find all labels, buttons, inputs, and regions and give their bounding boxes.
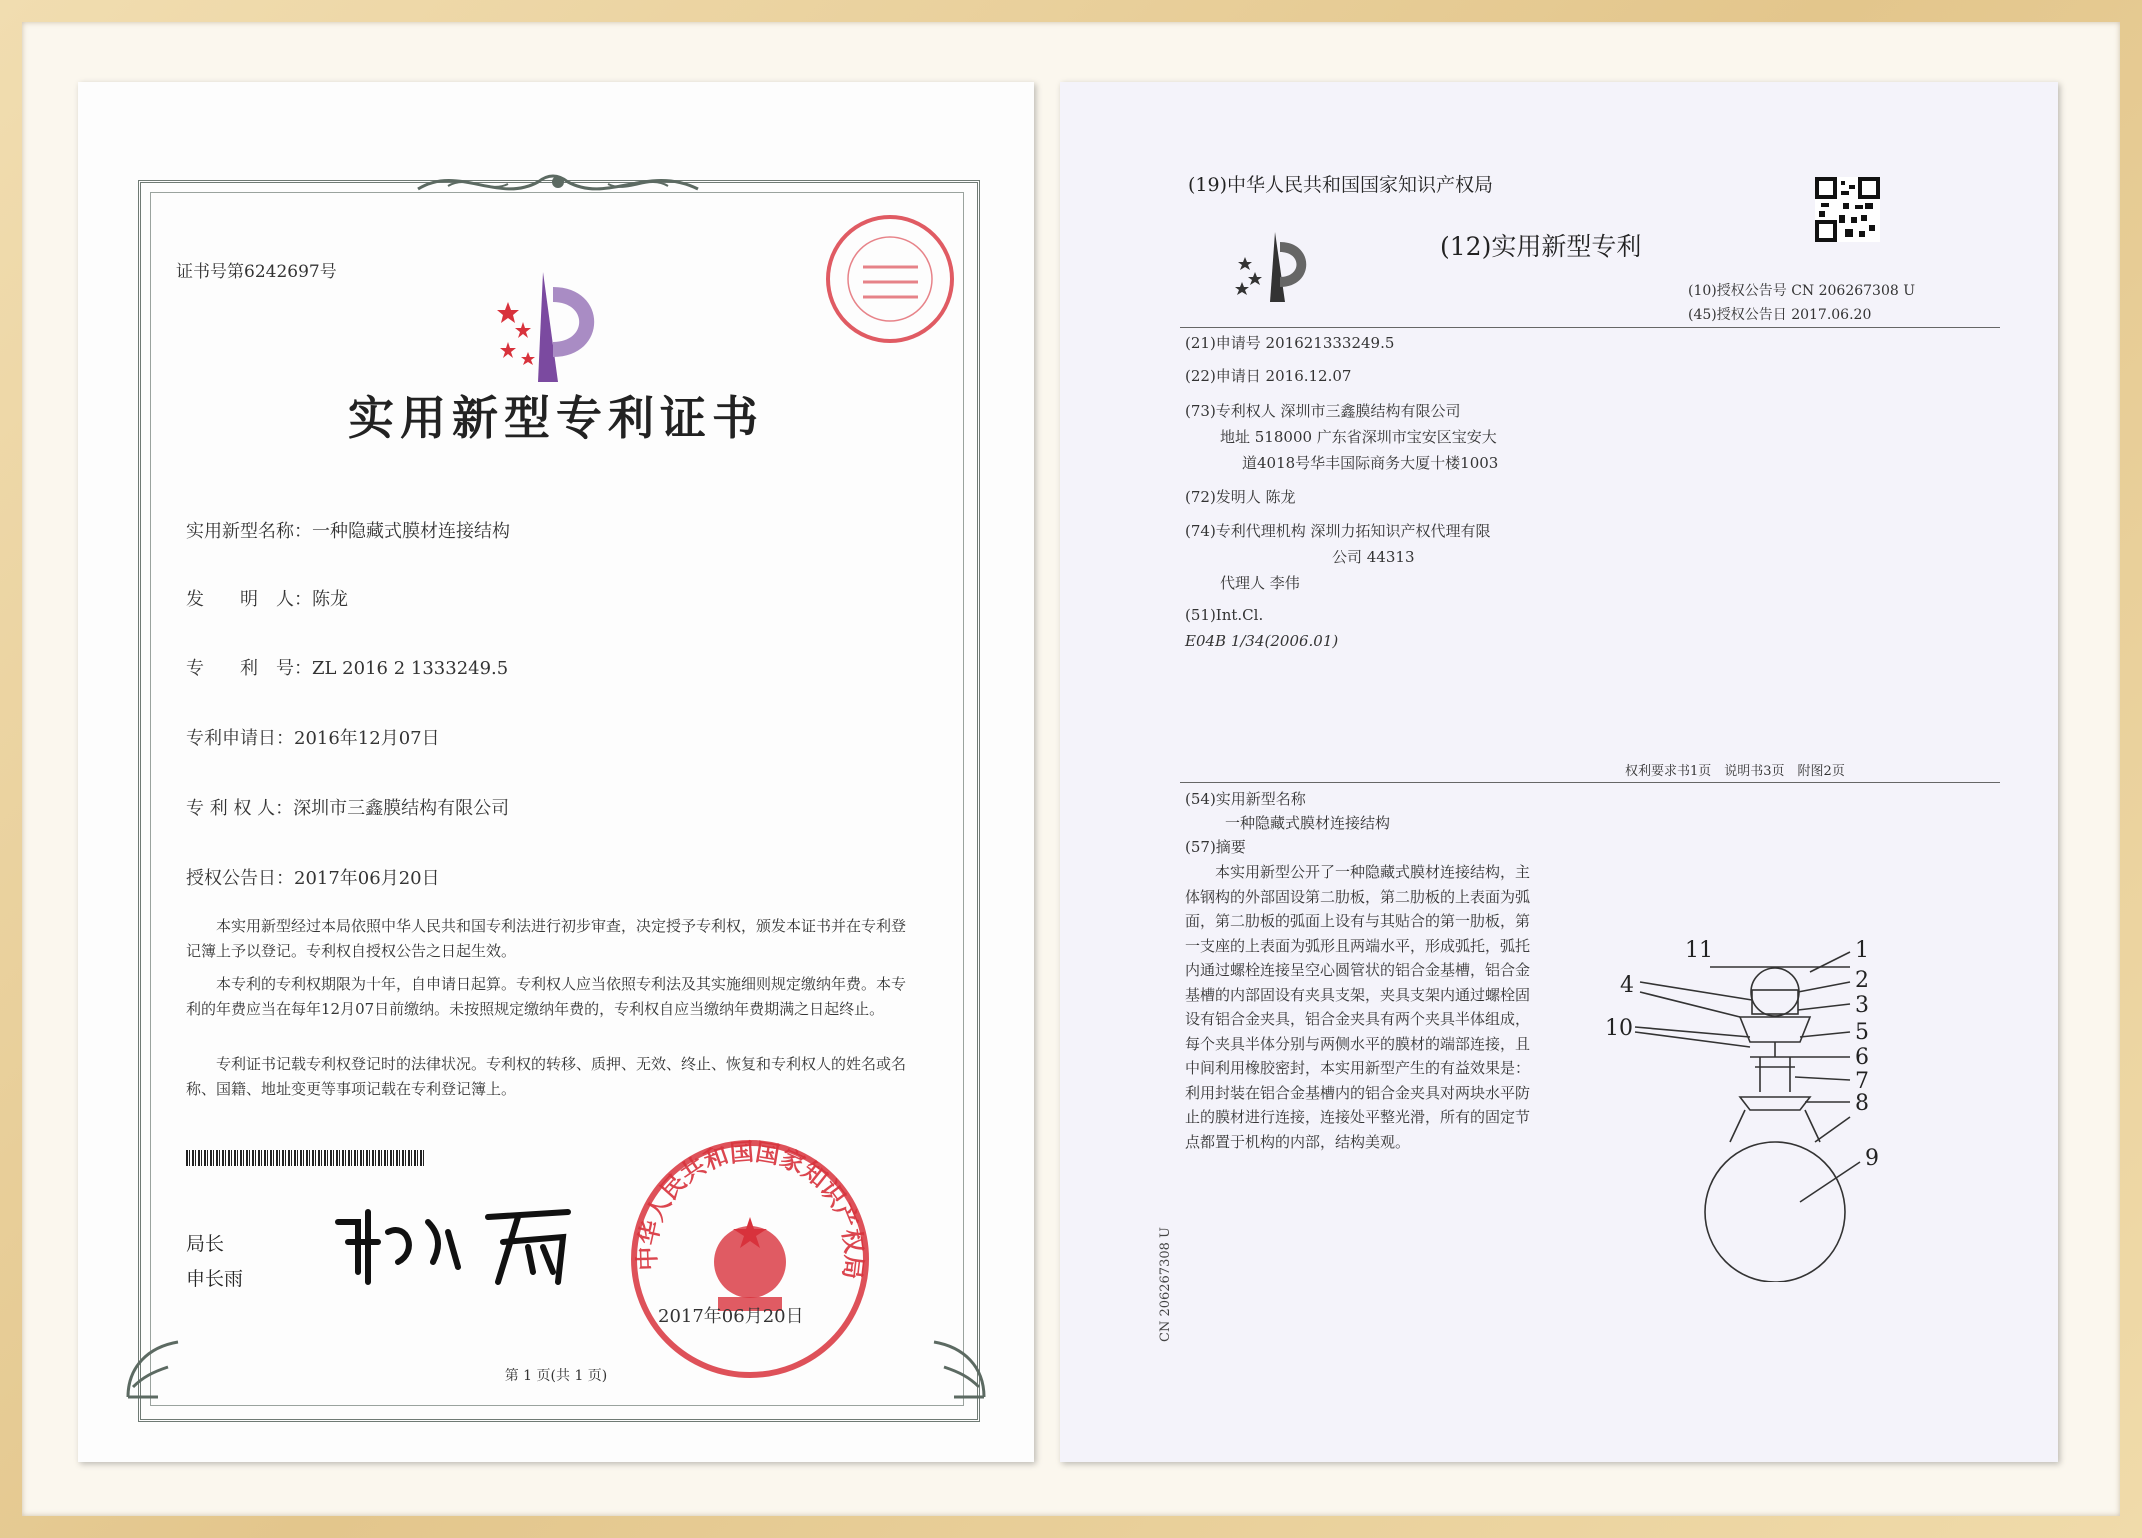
- drawing-label-7: 7: [1855, 1069, 1869, 1094]
- application-number: (21)申请号 201621333249.5: [1185, 334, 1395, 352]
- certificate-barcode: [186, 1150, 426, 1166]
- drawing-label-2: 2: [1855, 968, 1869, 993]
- utility-name-label: (54)实用新型名称: [1185, 790, 1306, 808]
- holder-address-line-1: 地址 518000 广东省深圳市宝安区宝安大: [1220, 428, 1497, 446]
- drawing-label-1: 1: [1855, 938, 1869, 963]
- certificate-title: 实用新型专利证书: [348, 391, 764, 445]
- field-grant-date: 授权公告日：2017年06月20日: [186, 868, 440, 889]
- drawing-label-3: 3: [1855, 993, 1869, 1018]
- int-classification: E04B 1/34(2006.01): [1185, 632, 1339, 650]
- application-date: (22)申请日 2016.12.07: [1185, 367, 1352, 385]
- field-patent-number: 专 利 号：ZL 2016 2 1333249.5: [186, 658, 509, 679]
- field-inventor: 发 明 人：陈龙: [186, 589, 348, 610]
- seal-date: 2017年06月20日: [658, 1306, 804, 1327]
- patent-front-page: [1060, 82, 2058, 1462]
- abstract-label: (57)摘要: [1185, 838, 1246, 856]
- mid-divider: [1180, 782, 2000, 783]
- drawing-label-4: 4: [1620, 973, 1634, 998]
- drawing-label-9: 9: [1865, 1146, 1879, 1171]
- drawing-label-8: 8: [1855, 1091, 1869, 1116]
- director-title: 局长: [186, 1233, 225, 1255]
- issuing-office: (19)中华人民共和国国家知识产权局: [1188, 174, 1494, 196]
- director-name: 申长雨: [186, 1268, 244, 1290]
- cnipa-logo-icon: [488, 262, 618, 392]
- patent-agency-line-1: (74)专利代理机构 深圳力拓知识产权代理有限: [1185, 522, 1491, 540]
- field-utility-name: 实用新型名称：一种隐藏式膜材连接结构: [186, 521, 510, 542]
- seal-text: 中华人民共和国国家知识产权局: [632, 1137, 870, 1281]
- int-cl-label: (51)Int.Cl.: [1185, 606, 1264, 624]
- certificate-paragraph-2: 本专利的专利权期限为十年，自申请日起算。专利权人应当依照专利法及其实施细则规定缴纳年费。本专利的年费应当在每年12月07日前缴纳。未按照规定缴纳年费的，专利权自应当缴纳年费期满之日起终止。: [186, 975, 907, 1018]
- field-application-date: 专利申请日：2016年12月07日: [186, 728, 440, 749]
- drawing-label-10: 10: [1605, 1016, 1633, 1041]
- inventor: (72)发明人 陈龙: [1185, 488, 1296, 506]
- drawing-label-11: 11: [1685, 938, 1713, 963]
- vertical-publication-number: CN 206267308 U: [1158, 1227, 1173, 1342]
- header-divider: [1180, 327, 2000, 328]
- cnipa-logo-icon: [1230, 222, 1315, 307]
- field-patentee: 专 利 权 人：深圳市三鑫膜结构有限公司: [186, 798, 510, 819]
- ornament-top: [408, 164, 708, 204]
- patent-agency-line-2: 公司 44313: [1332, 548, 1415, 566]
- drawing-label-6: 6: [1855, 1045, 1869, 1070]
- page-counts: 权利要求书1页 说明书3页 附图2页: [1625, 764, 1845, 779]
- utility-name: 一种隐藏式膜材连接结构: [1225, 814, 1391, 832]
- patent-certificate: [78, 82, 1034, 1462]
- patent-agent: 代理人 李伟: [1220, 574, 1300, 592]
- qr-code-icon: [1815, 177, 1880, 242]
- document-type: (12)实用新型专利: [1440, 232, 1642, 261]
- tax-office-seal: [823, 212, 958, 347]
- holder-address-line-2: 道4018号华丰国际商务大厦十楼1003: [1242, 454, 1499, 472]
- patent-drawing: [1600, 842, 1900, 1282]
- drawing-label-5: 5: [1855, 1020, 1869, 1045]
- certificate-page-footer: 第 1 页(共 1 页): [504, 1368, 608, 1384]
- certificate-number: 证书号第6242697号: [176, 262, 337, 282]
- publication-date: (45)授权公告日 2017.06.20: [1688, 307, 1872, 323]
- certificate-paragraph-3: 专利证书记载专利权登记时的法律状况。专利权的转移、质押、无效、终止、恢复和专利权人的姓名或名称、国籍、地址变更等事项记载在专利登记簿上。: [186, 1055, 907, 1098]
- cnipa-official-seal: [628, 1137, 873, 1382]
- certificate-paragraph-1: 本实用新型经过本局依照中华人民共和国专利法进行初步审查，决定授予专利权，颁发本证书并在专利登记簿上予以登记。专利权自授权公告之日起生效。: [186, 917, 907, 960]
- director-signature: [328, 1192, 588, 1292]
- abstract-text: 本实用新型公开了一种隐藏式膜材连接结构，主体钢构的外部固设第二肋板，第二肋板的上表面为弧面，第二肋板的弧面上设有与其贴合的第一肋板，第一支座的上表面为弧形且两端水平，形成弧托，弧托内通过螺栓连接呈空心圆管状的铝合金基槽，铝合金基槽的内部固设有夹具支架，夹具支架内通过螺栓固设有铝合金夹具，铝合金夹具有两个夹具半体组成，每个夹具半体分别与两侧水平的膜材的端部连接，且中间利用橡胶密封，本实用新型产生的有益效果是：利用封装在铝合金基槽内的铝合金夹具对两块水平防止的膜材进行连接，连接处平整光滑，所有的固定节点都置于机构的内部，结构美观。: [1185, 863, 1531, 1151]
- patent-holder: (73)专利权人 深圳市三鑫膜结构有限公司: [1185, 402, 1461, 420]
- publication-number: (10)授权公告号 CN 206267308 U: [1688, 283, 1916, 299]
